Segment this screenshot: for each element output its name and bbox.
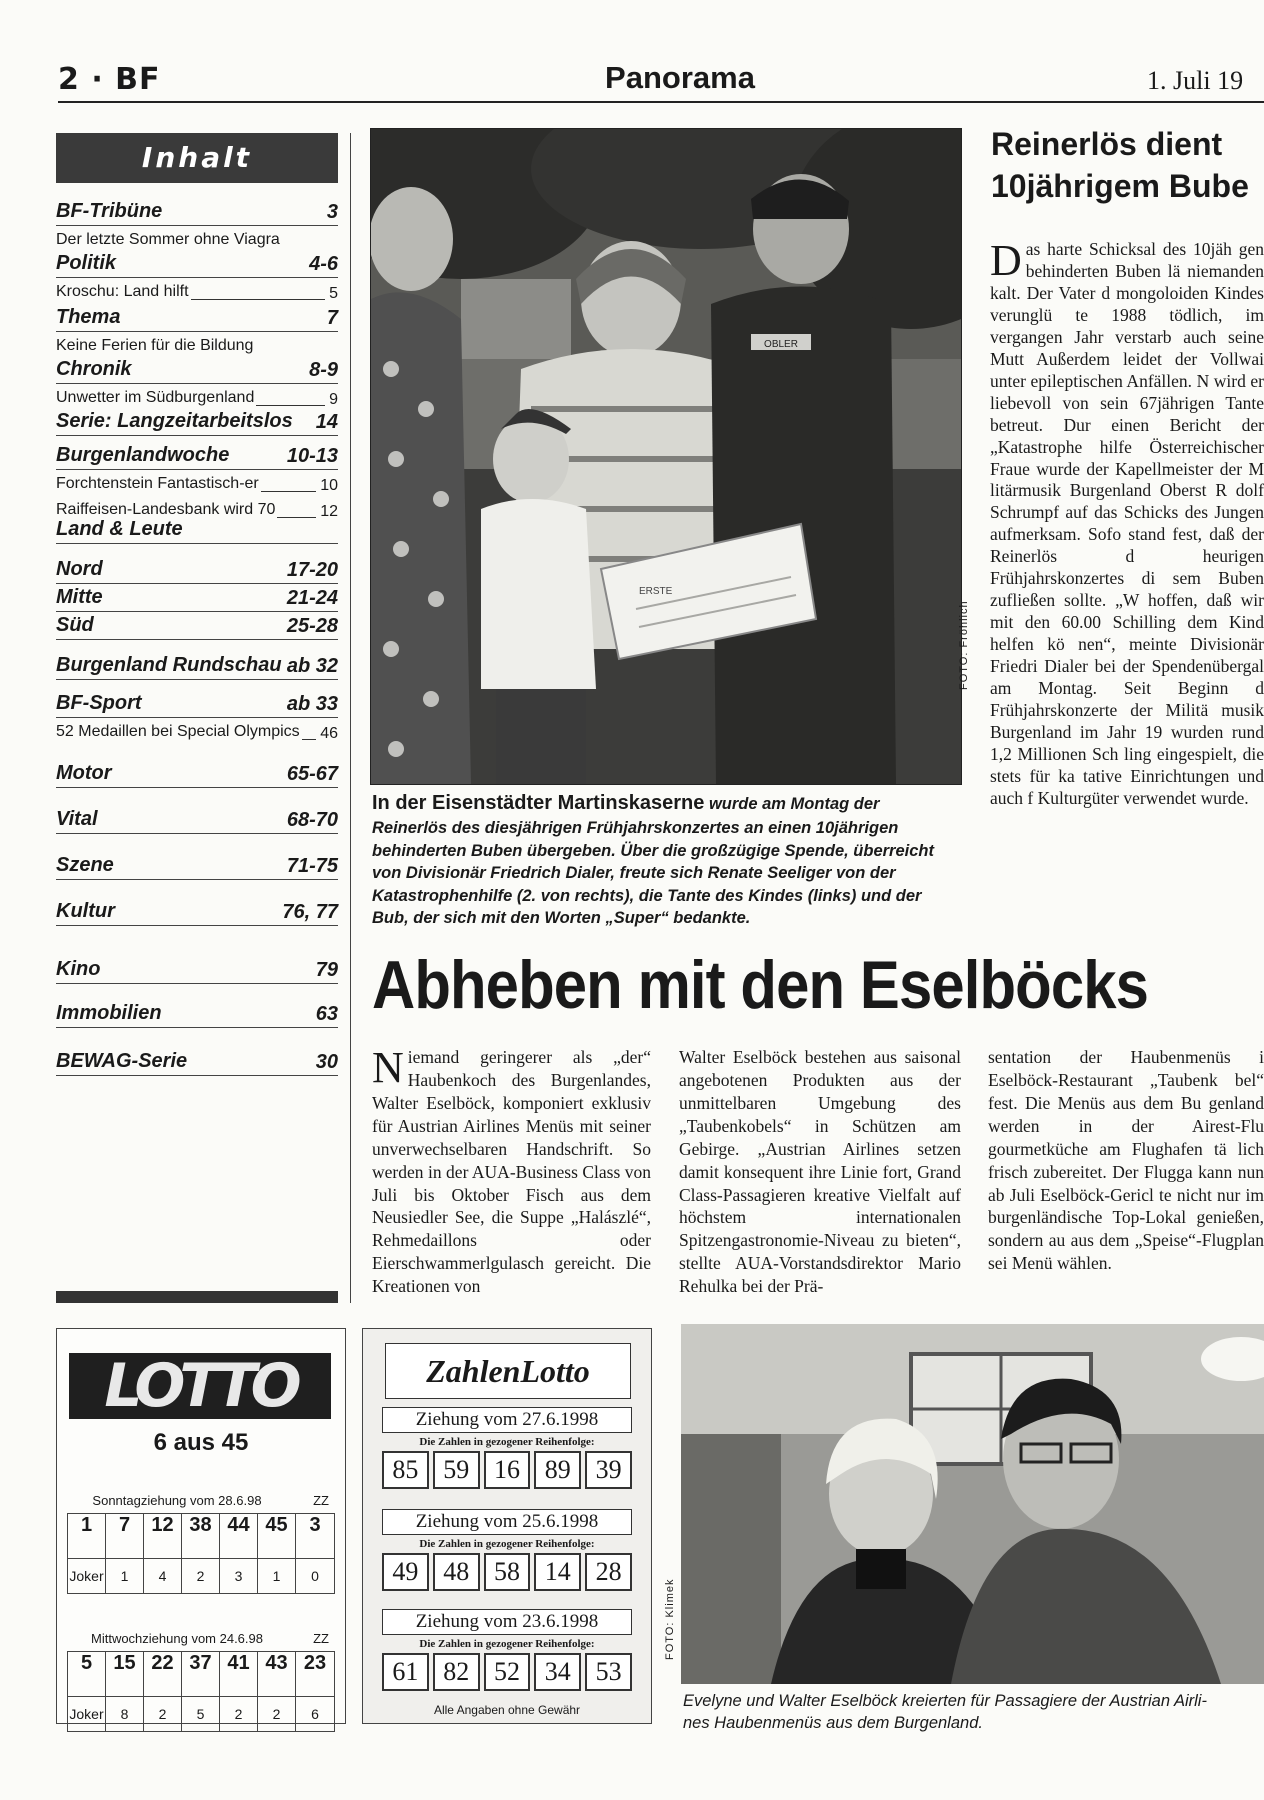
toc-subentry-text: Unwetter im Südburgenland bbox=[56, 389, 255, 406]
column-text: iemand geringerer als „der“ Haubenkoch des Burgenlandes, Walter Eselböck, komponiert exklusiv für Austrian Airlines Menüs mit seiner unverwechselbaren Handschrift. So werden in der AUA-Business Class von Juli bis Oktober Fisch aus dem Neusiedler See, die Suppe „Halászlé“, Rehmedaillons oder Eierschwammerlgulasch gereicht. Die Kreationen von bbox=[372, 1047, 651, 1297]
toc-entry-title: BF-Tribüne bbox=[56, 200, 163, 222]
toc-subentry-page: 10 bbox=[320, 477, 338, 494]
toc-leader-line bbox=[256, 405, 325, 406]
zahlenlotto-number: 49 bbox=[382, 1553, 429, 1591]
photo-caption bbox=[683, 1690, 1264, 1735]
toc-entry bbox=[56, 957, 338, 984]
toc-subentry bbox=[56, 718, 338, 744]
toc-entry-heading bbox=[56, 957, 338, 984]
toc-subentry-text: Kroschu: Land hilft bbox=[56, 283, 189, 300]
toc-entry-heading bbox=[56, 443, 338, 470]
toc-entry-page: 63 bbox=[315, 1003, 338, 1025]
toc-entry-page: 3 bbox=[326, 201, 338, 223]
article-body bbox=[990, 239, 1264, 939]
toc-entry-title: Thema bbox=[56, 306, 121, 328]
joker-row bbox=[67, 1559, 335, 1594]
zahlenlotto-number: 39 bbox=[585, 1451, 632, 1489]
zahlenlotto-draw bbox=[382, 1407, 632, 1489]
lotto-number: 37 bbox=[182, 1652, 220, 1696]
joker-digit: 2 bbox=[220, 1697, 258, 1731]
joker-row bbox=[67, 1697, 335, 1732]
toc-entry-page: 10-13 bbox=[286, 445, 338, 467]
lotto-draw-date: Mittwochziehung vom 24.6.98 bbox=[91, 1631, 263, 1646]
zahlenlotto-number: 16 bbox=[484, 1451, 531, 1489]
toc-subentry-text: Keine Ferien für die Bildung bbox=[56, 337, 254, 354]
lotto-results-box bbox=[56, 1328, 346, 1724]
toc-leader-line bbox=[261, 491, 316, 492]
toc-title: Inhalt bbox=[56, 133, 338, 183]
photo-kaserne-image bbox=[371, 129, 961, 784]
toc-entry-heading bbox=[56, 357, 338, 384]
zahlenlotto-number: 82 bbox=[433, 1653, 480, 1691]
zahlenlotto-number: 53 bbox=[585, 1653, 632, 1691]
toc-entry-page: 21-24 bbox=[286, 587, 338, 609]
lotto-number: 38 bbox=[182, 1514, 220, 1558]
toc-entry-page: 65-67 bbox=[286, 763, 338, 785]
toc-subentry-text: Forchtenstein Fantastisch-er bbox=[56, 475, 259, 492]
toc-entry-title: BEWAG-Serie bbox=[56, 1050, 188, 1072]
toc-entry bbox=[56, 305, 338, 358]
joker-label: Joker bbox=[68, 1697, 106, 1731]
lotto-zz-label: ZZ bbox=[313, 1631, 329, 1646]
zahlenlotto-number: 61 bbox=[382, 1653, 429, 1691]
toc-entry-heading bbox=[56, 761, 338, 788]
lotto-number: 5 bbox=[68, 1652, 106, 1696]
toc-entry bbox=[56, 807, 338, 834]
toc-entry-title: Szene bbox=[56, 854, 114, 876]
toc-entry bbox=[56, 899, 338, 926]
toc-entry-page: ab 32 bbox=[286, 655, 338, 677]
zahlenlotto-results-box bbox=[362, 1328, 652, 1724]
zahlenlotto-draw-date: Ziehung vom 23.6.1998 bbox=[382, 1609, 632, 1635]
toc-entry-page: 30 bbox=[315, 1051, 338, 1073]
toc-entry-title: Mitte bbox=[56, 586, 103, 608]
toc-entry-heading bbox=[56, 557, 338, 584]
toc-entry-heading bbox=[56, 409, 338, 436]
toc-subentry bbox=[56, 278, 338, 304]
photo-kaserne-donation bbox=[370, 128, 962, 785]
toc-entry bbox=[56, 199, 338, 252]
toc-entry-heading bbox=[56, 517, 338, 544]
joker-digit: 2 bbox=[182, 1559, 220, 1593]
lotto-numbers bbox=[67, 1513, 335, 1559]
toc-entry-title: Burgenland Rundschau bbox=[56, 654, 282, 676]
photo-credit: FOTO: Fröhlich bbox=[958, 600, 970, 690]
toc-subentry bbox=[56, 470, 338, 496]
zahlenlotto-note: Die Zahlen in gezogener Reihenfolge: bbox=[419, 1638, 595, 1650]
zahlenlotto-draw bbox=[382, 1609, 632, 1691]
lotto-number: 43 bbox=[258, 1652, 296, 1696]
caption-text: wurde am Montag der Reinerlös des diesjährigen Frühjahrskonzertes an einen 10jährigen behinderten Buben übergeben. Über die großzügige Spende, überreicht von Divisionär Friedrich Dialer, freute sich Renate Seeliger von der Katastrophenhilfe (2. von rechts), die Tante des Kindes (links) und der Bub, der sich mit den Worten „Super“ bedankte. bbox=[372, 795, 934, 927]
zahlenlotto-note: Die Zahlen in gezogener Reihenfolge: bbox=[419, 1538, 595, 1550]
joker-digit: 2 bbox=[144, 1697, 182, 1731]
lotto-logo: LOTTO bbox=[69, 1353, 331, 1419]
header-rule bbox=[58, 101, 1264, 103]
toc-entry bbox=[56, 691, 338, 744]
article-headline-line1: Reinerlös dient bbox=[991, 126, 1223, 162]
toc-entry bbox=[56, 357, 338, 410]
toc-entry bbox=[56, 1049, 338, 1076]
joker-digit: 1 bbox=[106, 1559, 144, 1593]
toc-entry bbox=[56, 517, 338, 544]
toc-entry bbox=[56, 853, 338, 880]
toc-entry-title: BF-Sport bbox=[56, 692, 142, 714]
toc-entry bbox=[56, 653, 338, 680]
zahlenlotto-logo: ZahlenLotto bbox=[385, 1343, 631, 1399]
toc-entry-title: Serie: Langzeitarbeitslos bbox=[56, 410, 293, 432]
toc-entry-heading bbox=[56, 251, 338, 278]
lotto-number: 41 bbox=[220, 1652, 258, 1696]
section-title: Panorama bbox=[605, 60, 755, 95]
toc-entry-title: Nord bbox=[56, 558, 103, 580]
lotto-draw bbox=[67, 1631, 335, 1732]
zahlenlotto-note: Die Zahlen in gezogener Reihenfolge: bbox=[419, 1436, 595, 1448]
toc-entry-title: Immobilien bbox=[56, 1002, 162, 1024]
toc-entry-page: 8-9 bbox=[309, 359, 338, 381]
zahlenlotto-draw bbox=[382, 1509, 632, 1591]
joker-label: Joker bbox=[68, 1559, 106, 1593]
zahlenlotto-numbers bbox=[382, 1451, 632, 1489]
joker-digit: 4 bbox=[144, 1559, 182, 1593]
zahlenlotto-draw-date: Ziehung vom 25.6.1998 bbox=[382, 1509, 632, 1535]
zahlenlotto-number: 34 bbox=[534, 1653, 581, 1691]
lotto-number: 22 bbox=[144, 1652, 182, 1696]
toc-entry-page: 76, 77 bbox=[282, 901, 338, 923]
article-headline bbox=[991, 124, 1264, 207]
toc-entry-page: 14 bbox=[315, 411, 338, 433]
toc-subentry bbox=[56, 384, 338, 410]
zahlenlotto-number: 89 bbox=[534, 1451, 581, 1489]
drop-cap: N bbox=[372, 1043, 404, 1092]
zahlenlotto-numbers bbox=[382, 1553, 632, 1591]
toc-entry bbox=[56, 251, 338, 304]
toc-entry-heading bbox=[56, 853, 338, 880]
toc-subentry bbox=[56, 226, 338, 252]
table-of-contents bbox=[56, 133, 338, 1303]
lotto-number: 12 bbox=[144, 1514, 182, 1558]
caption-line-1: Evelyne und Walter Eselböck kreierten für Passagiere der Austrian Airli- bbox=[683, 1692, 1207, 1710]
zahlenlotto-number: 14 bbox=[534, 1553, 581, 1591]
toc-entry-title: Motor bbox=[56, 762, 112, 784]
toc-entry-page: 7 bbox=[326, 307, 338, 329]
joker-digit: 1 bbox=[258, 1559, 296, 1593]
toc-entry-page: 17-20 bbox=[286, 559, 338, 581]
issue-date: 1. Juli 19 bbox=[1147, 66, 1244, 95]
toc-entry-page: 4-6 bbox=[309, 253, 338, 275]
toc-entry-heading bbox=[56, 653, 338, 680]
zahlenlotto-number: 59 bbox=[433, 1451, 480, 1489]
toc-entry-title: Süd bbox=[56, 614, 94, 636]
lotto-number: 45 bbox=[258, 1514, 296, 1558]
joker-digit: 8 bbox=[106, 1697, 144, 1731]
article-column-3: sentation der Haubenmenüs i Eselböck-Restaurant „Taubenk bel“ fest. Die Menüs aus dem Bu genland werden in der Airest-Flu gourmetküche am Flughafen tä lich frisch zubereitet. Der Flugga kann nun ab Juli Eselböck-Gericl te nicht nur im burgenländische Top-Lokal genießen, sondern au aus dem „Speise“-Flugplan sei Menü wählen. bbox=[988, 1047, 1264, 1274]
main-headline: Abheben mit den Eselböcks bbox=[372, 947, 1149, 1023]
lotto-draw-date: Sonntagziehung vom 28.6.98 bbox=[92, 1493, 262, 1508]
lotto-draw bbox=[67, 1493, 335, 1594]
article-column-2: Walter Eselböck bestehen aus saisonal angebotenen Produkten aus der unmittelbaren Umgebung des „Taubenkobels“ in Schützen am Gebirge. „Austrian Airlines setzen damit konsequent ihre Linie fort, Grand Class-Passagieren kreative Vielfalt auf höchstem internationalen Spitzengastronomie-Niveau zu bieten“, stellte AUA-Vorstandsdirektor Mario Rehulka bei der Prä- bbox=[679, 1047, 961, 1297]
lotto-number: 23 bbox=[303, 1652, 327, 1674]
lotto-number: 44 bbox=[220, 1514, 258, 1558]
toc-entry-title: Burgenlandwoche bbox=[56, 444, 230, 466]
toc-bottom-bar bbox=[56, 1291, 338, 1303]
toc-entry-title: Land & Leute bbox=[56, 518, 183, 540]
toc-entry-heading bbox=[56, 1049, 338, 1076]
joker-digit: 5 bbox=[182, 1697, 220, 1731]
lotto-draw-header bbox=[67, 1493, 335, 1513]
page-section-label: 2 · BF bbox=[58, 62, 161, 97]
toc-entry-title: Kultur bbox=[56, 900, 115, 922]
name-badge-text: OBLER bbox=[764, 339, 798, 350]
toc-subentry-text: 52 Medaillen bei Special Olympics bbox=[56, 723, 300, 740]
lotto-subtitle: 6 aus 45 bbox=[153, 1429, 249, 1456]
toc-entry-page: 71-75 bbox=[286, 855, 338, 877]
toc-entry-page: 79 bbox=[315, 959, 338, 981]
toc-entry-title: Kino bbox=[56, 958, 101, 980]
toc-entry-page: 25-28 bbox=[286, 615, 338, 637]
cheque-text: ERSTE bbox=[639, 586, 673, 597]
column-rule bbox=[350, 133, 351, 1303]
toc-subentry-text: Der letzte Sommer ohne Viagra bbox=[56, 231, 280, 248]
toc-entry bbox=[56, 1001, 338, 1028]
lotto-number: 1 bbox=[68, 1514, 106, 1558]
toc-subentry bbox=[56, 332, 338, 358]
toc-entry bbox=[56, 443, 338, 522]
toc-subentry-page: 9 bbox=[329, 391, 338, 408]
toc-entry-title: Vital bbox=[56, 808, 98, 830]
joker-digit: 3 bbox=[220, 1559, 258, 1593]
lotto-number: 7 bbox=[106, 1514, 144, 1558]
toc-entry-heading bbox=[56, 305, 338, 332]
zahlenlotto-number: 52 bbox=[484, 1653, 531, 1691]
toc-entry-heading bbox=[56, 807, 338, 834]
toc-entry bbox=[56, 557, 338, 584]
joker-digit: 2 bbox=[258, 1697, 296, 1731]
toc-entry-title: Chronik bbox=[56, 358, 132, 380]
photo-credit: FOTO: Klimek bbox=[664, 1578, 676, 1660]
toc-entry-heading bbox=[56, 691, 338, 718]
toc-entry-page: 68-70 bbox=[286, 809, 338, 831]
toc-entry bbox=[56, 585, 338, 612]
toc-entry-heading bbox=[56, 613, 338, 640]
toc-entry bbox=[56, 613, 338, 640]
toc-entry bbox=[56, 761, 338, 788]
zahlenlotto-number: 85 bbox=[382, 1451, 429, 1489]
caption-line-2: nes Haubenmenüs aus dem Burgenland. bbox=[683, 1714, 983, 1733]
toc-subentry-page: 46 bbox=[320, 725, 338, 742]
article-column-1 bbox=[372, 1043, 651, 1298]
zahlenlotto-draw-date: Ziehung vom 27.6.1998 bbox=[382, 1407, 632, 1433]
drop-cap: D bbox=[990, 239, 1022, 285]
zahlenlotto-number: 48 bbox=[433, 1553, 480, 1591]
toc-leader-line bbox=[302, 739, 316, 740]
disclaimer: Alle Angaben ohne Gewähr bbox=[433, 1703, 581, 1717]
toc-subentry-page: 12 bbox=[320, 503, 338, 520]
zahlenlotto-number: 28 bbox=[585, 1553, 632, 1591]
caption-lead: In der Eisenstädter Martinskaserne bbox=[372, 792, 705, 814]
toc-entry-heading bbox=[56, 899, 338, 926]
toc-leader-line bbox=[191, 299, 325, 300]
lotto-draw-header bbox=[67, 1631, 335, 1651]
lotto-zz-label: ZZ bbox=[313, 1493, 329, 1508]
toc-entry-heading bbox=[56, 199, 338, 226]
toc-entry bbox=[56, 409, 338, 436]
photo-caption bbox=[372, 790, 957, 929]
photo-eselboeck-image bbox=[681, 1324, 1264, 1684]
toc-entry-title: Politik bbox=[56, 252, 117, 274]
toc-entry-heading bbox=[56, 585, 338, 612]
article-headline-line2: 10jährigem Bube bbox=[991, 167, 1249, 204]
zahlenlotto-number: 58 bbox=[484, 1553, 531, 1591]
zahlenlotto-numbers bbox=[382, 1653, 632, 1691]
lotto-numbers bbox=[67, 1651, 335, 1697]
article-text: as harte Schicksal des 10jäh gen behinderten Buben lä niemanden kalt. Der Vater d mongoloiden Kindes verunglü te 1988 tödlich, im vergangen Jahr verstarb auch seine Mutt Außerdem leidet der Vollwai unter epileptischen Anfällen. N wird er liebevoll von sein 67jährigen Tante betreut. Dur einen Bericht der „Katastrophe hilfe Österreichischer Fraue wurde der Kapellmeister der M litärmusik Burgenland Oberst R dolf Schrumpf auf das Schicks des Jungen aufmerksam. Sofo stand fest, daß der Reinerlös d heurigen Frühjahrskonzertes di sem Buben zufließen sollte. „W hoffen, daß wir mit den 60.00 Schilling dem Kind helfen kö nen“, meinte Divisionär Friedri Dialer bei der Spendenübergal am Montag. Seit Beginn d Frühjahrskonzerte der Militä musik Burgenland im Jahr 19 wurden rund 1,2 Millionen Sch ling eingespielt, die stets für ka tative Einrichtungen und auch f Kulturgüter verwendet wurde. bbox=[990, 239, 1264, 808]
photo-eselboeck bbox=[681, 1324, 1264, 1684]
joker-digit: 6 bbox=[311, 1706, 319, 1722]
toc-entry-page: ab 33 bbox=[286, 693, 338, 715]
toc-entry-heading bbox=[56, 1001, 338, 1028]
toc-subentry-page: 5 bbox=[329, 285, 338, 302]
lotto-number: 15 bbox=[106, 1652, 144, 1696]
toc-subentry-text: Raiffeisen-Landesbank wird 70 bbox=[56, 501, 276, 518]
lotto-number: 3 bbox=[309, 1514, 321, 1536]
joker-digit: 0 bbox=[311, 1568, 319, 1584]
